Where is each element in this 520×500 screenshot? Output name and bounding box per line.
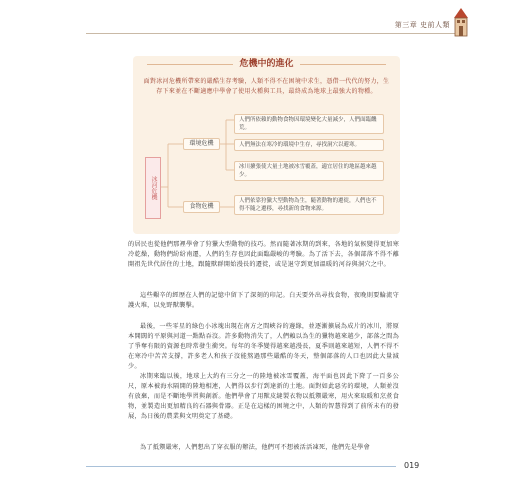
branch-environment: 環境危機 xyxy=(183,138,220,150)
paragraph: 為了抵禦嚴寒，人們想出了穿衣服的辦法，他們可不想被活活凍死，他們先是學會 xyxy=(140,444,370,451)
page-number: 019 xyxy=(404,461,420,470)
paragraph: 最後，一些零星的綠色小冰塊出現在南方之間峽谷的邊緣，並逐漸擴展為成片的冰川，將原本開闊的平原與河道一點點吞沒。許多動物消失了，人們賴以為生的獵物越來越少，部落之間為了爭奪有限的資源也時常發生衝突。每年的冬季變得越來越漫長，夏季則越來越短，人們不得不在寒冷中苦苦支撐，許多老人和孩子沒能熬過那些嚴酷的冬天，整個部落的人口也因此大量減少。 xyxy=(128,323,399,371)
paragraph: 這些艱辛的經歷在人們的記憶中留下了深刻的印記。白天要外出尋找食物，夜晚則要輪流守護火堆，以免野獸襲擊。 xyxy=(128,292,399,310)
branch-food: 食物危機 xyxy=(183,201,220,213)
panel-title: 危機中的進化 xyxy=(133,56,400,69)
paragraph: 冰期來臨以後，地球上大約有三分之一的陸地被冰雪覆蓋，海平面也因此下降了一百多公尺，原本被海水隔開的陸地相連，人們得以步行到達新的土地。面對如此惡劣的環境，人類並沒有放棄，而是不斷地學習與創新。他們學會了用獸皮縫製衣物以抵禦嚴寒，用火來取暖和烹煮食物，並製造出更加精良的石器與骨器。正是在這樣的困境之中，人類的智慧得到了前所未有的發展，為日後的農業與文明奠定了基礎。 xyxy=(128,373,399,421)
panel-intro: 面對冰河危機所帶來的嚴酷生存考驗，人類不得不在困境中求生，憑借一代代的努力，生存下來並在不斷適應中學會了使用火種與工具，最終成為地球上最強大的物種。 xyxy=(143,78,390,95)
crisis-panel xyxy=(133,56,400,234)
leaf-environment-3: 冰川擴張使大量土地被冰雪覆蓋，適宜居住的地區越來越少。 xyxy=(234,161,384,181)
diagram-root: 冰河危機 xyxy=(145,157,161,219)
leaf-environment-1: 人們所依賴的動物食物因環境變化大量減少，人們面臨饑荒。 xyxy=(234,114,384,134)
header-rule xyxy=(86,33,461,34)
footer-rule xyxy=(86,466,396,467)
leaf-environment-2: 人們無法在寒冷的環境中生存，尋找洞穴以避寒。 xyxy=(234,139,384,151)
leaf-food-1: 人們依靠狩獵大型動物為生，隨著動物的遷徙，人們也不得不隨之遷移，尋找新的食物來源。 xyxy=(234,195,384,215)
chapter-heading: 第三章 史前人類 xyxy=(394,21,450,29)
tower-icon xyxy=(450,8,472,38)
paragraph: 的居民也從他們那裡學會了狩獵大型動物的技巧。然而隨著冰期的到來，各地的氣候變得更加寒冷乾燥，動物們紛紛南遷，人們的生存也因此面臨嚴峻的考驗。為了活下去，各個部落不得不離開祖先世代居住的土地，跟隨獸群開始漫長的遷徙，或是退守到更加溫暖的河谷與洞穴之中。 xyxy=(128,241,399,269)
